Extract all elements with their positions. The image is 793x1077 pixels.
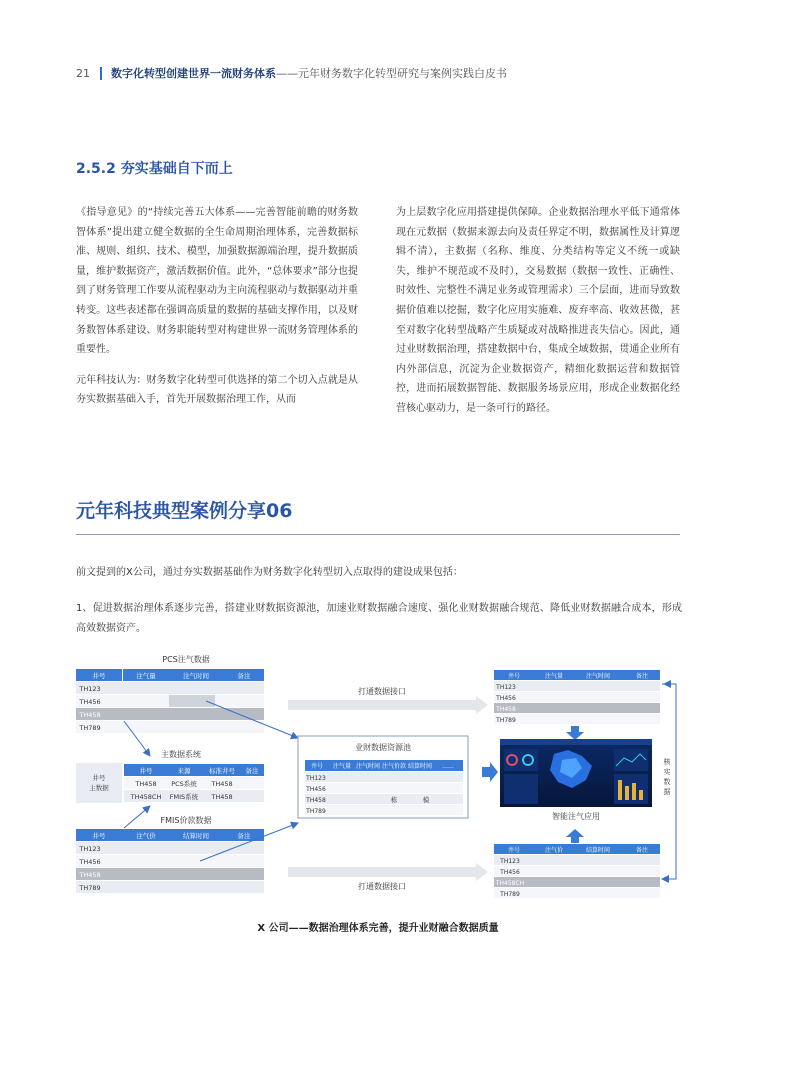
case-title: 元年科技典型案例分享06 <box>76 500 293 522</box>
fmis-title: FMIS价款数据 <box>160 816 212 825</box>
fmis-row-label: TH458 <box>79 871 101 879</box>
tr-row-label: TH789 <box>496 717 516 724</box>
pcs-row-label: TH789 <box>79 724 101 732</box>
header-divider <box>100 67 102 80</box>
pool-row-bg <box>305 783 463 793</box>
pool-row-bg <box>305 772 463 782</box>
tr-row-bg-highlight <box>494 703 660 713</box>
pcs-header-cell: 注气量 <box>136 672 156 680</box>
header-title-rest: ——元年财务数字化转型研究与案例实践白皮书 <box>276 67 507 80</box>
diagram-caption: X 公司——数据治理体系完善，提升业财融合数据质量 <box>257 923 499 934</box>
pool-cell: 栋 <box>390 796 398 804</box>
pcs-table <box>76 669 264 733</box>
fmis-header-cell: 结算时间 <box>183 832 209 840</box>
tr-header-cell: 注气量 <box>544 673 564 680</box>
pool-header-cell: 结算时间 <box>407 763 433 770</box>
tr-row-label: TH123 <box>496 684 516 691</box>
pool-row-bg <box>305 805 463 815</box>
dashboard-screen <box>500 739 652 807</box>
br-header-cell: 井号 <box>507 847 521 854</box>
master-header-cell: 标准井号 <box>209 767 235 775</box>
header-title-bold: 数字化转型创建世界一流财务体系 <box>111 67 276 80</box>
pool-header-cell: 注气时间 <box>355 763 381 770</box>
pool-row-label: TH123 <box>306 775 326 782</box>
tr-row-label: TH456 <box>496 695 516 702</box>
fmis-header-cell: 井号 <box>92 832 106 840</box>
screen-bar <box>639 790 643 800</box>
screen-panel <box>504 774 538 804</box>
pool-row-label: TH456 <box>306 786 326 793</box>
master-cell: TH458 <box>135 780 157 788</box>
fmis-to-master-arrow <box>124 806 150 828</box>
br-header-cell: 注气价 <box>544 847 564 854</box>
pool-header-cell: 井号 <box>310 763 324 770</box>
screen-panel <box>614 749 648 771</box>
fmis-table <box>76 829 264 893</box>
master-cell: FMIS系统 <box>169 793 199 801</box>
app-label: 智能注气应用 <box>552 812 600 821</box>
verify-loop-top <box>664 684 676 750</box>
top-right-table <box>494 670 660 724</box>
page-header <box>76 64 507 82</box>
case-item-1: 1、促进数据治理体系逐步完善，搭建业财数据资源池，加速业财数据融合速度、强化业财数据融合规范、降低业财数据融合成本，形成高效数据资产。 <box>76 603 682 634</box>
master-header-cell: 来源 <box>177 767 191 775</box>
master-cell: TH458 <box>211 780 233 788</box>
pcs-cell-shade <box>169 695 215 707</box>
pcs-title: PCS注气数据 <box>162 655 210 664</box>
fmis-row-label: TH456 <box>79 858 101 866</box>
br-header-cell: 备注 <box>635 847 649 854</box>
section-title: 2.5.2 夯实基础自下而上 <box>76 161 233 177</box>
pcs-row-label: TH458 <box>79 711 101 719</box>
verify-label-char: 实 <box>663 768 671 776</box>
master-side-bg <box>76 763 122 803</box>
pool-header-cell: 注气量 <box>332 763 352 770</box>
tr-row-bg <box>494 681 660 691</box>
pcs-header-cell: 井号 <box>92 672 106 680</box>
pcs-row-label: TH456 <box>79 698 101 706</box>
pool-row-label: TH789 <box>306 808 326 815</box>
fmis-row-bg <box>76 842 264 854</box>
body-right-paragraph-1: 为上层数字化应用搭建提供保障。企业数据治理水平低下通常体现在元数据（数据来源去向及责任界定不明，数据属性及计算逻辑不清），主数据（名称、维度、分类结构等定义不统一或缺失，维护不规范或不及时），交易数据（数据一致性、正确性、时效性、完整性不满足业务或管理需求）三个层面，进而导致数据价值难以挖掘，数字化应用实施难、废弃率高、收效甚微，甚至对数字化转型战略产生质疑或对战略推进丧失信心。因此，通过业财数据治理，搭建数据中台，集成全域数据，贯通企业所有内外部信息，沉淀为企业数据资产，精细化数据运营和数据管控，进而拓展数据智能、数据服务场景应用，形成企业数据化经营核心驱动力，是一条可行的路径。 <box>396 207 680 414</box>
pool-row-label: TH458 <box>306 797 326 804</box>
pool-title: 业财数据资源池 <box>355 743 411 752</box>
tr-header-cell: 注气时间 <box>585 673 611 680</box>
master-header-cell: 井号 <box>139 767 153 775</box>
screen-bar <box>632 783 636 800</box>
pool-cell: 模 <box>422 796 430 804</box>
pool-row-bg <box>305 794 463 804</box>
tr-header-cell: 备注 <box>635 673 649 680</box>
interface-bottom-label: 打通数据接口 <box>358 882 406 891</box>
fmis-row-bg-highlight <box>76 868 264 880</box>
body-left-column <box>76 203 358 410</box>
pcs-row-bg <box>76 721 264 733</box>
br-row-label: TH789 <box>500 891 520 898</box>
fmis-row-bg <box>76 855 264 867</box>
bottom-to-app-arrow <box>566 829 584 843</box>
screen-topbar <box>500 739 652 745</box>
screen-bar <box>618 780 622 800</box>
body-left-paragraph-1: 《指导意见》的“持续完善五大体系——完善智能前瞻的财务数智体系”提出建立健全数据的全生命周期治理体系，完善数据标准、规则、组织、技术、模型，加强数据源端治理，提升数据质量，维护数据资产，激活数据价值。此外，“总体要求”部分也提到了财务管理工作要从流程驱动为主向流程驱动与数据驱动并重转变。这些表述都在强调高质量的数据的基础支撑作用，以及财务数智体系建设、财务职能转型对构建世界一流财务管理体系的重要性。 <box>76 207 358 356</box>
pcs-row-bg-highlight <box>76 708 264 720</box>
master-cell: TH458CH <box>130 793 162 801</box>
tr-row-label: TH458 <box>496 706 516 713</box>
master-cell: TH458 <box>211 793 233 801</box>
fmis-header-cell: 备注 <box>237 832 251 840</box>
top-to-app-arrow <box>566 726 584 740</box>
pcs-header-cell: 备注 <box>237 672 251 680</box>
pcs-row-label: TH123 <box>79 685 101 693</box>
screen-bar <box>625 786 629 800</box>
tr-header-cell: 井号 <box>507 673 521 680</box>
interface-top-label: 打通数据接口 <box>358 687 406 696</box>
master-header-cell: 备注 <box>245 767 259 775</box>
master-cell: PCS系统 <box>171 780 197 788</box>
body-right-column <box>396 203 680 419</box>
interface-top-arrow <box>288 696 488 714</box>
page-number: 21 <box>76 66 90 80</box>
case-divider <box>76 534 680 535</box>
br-row-label: TH456 <box>500 869 520 876</box>
pool-header-cell: 注气价款 <box>381 763 407 770</box>
fmis-header-cell: 注气价 <box>136 832 156 840</box>
br-row-label: TH123 <box>500 858 520 865</box>
fmis-row-label: TH789 <box>79 884 101 892</box>
bottom-right-table <box>494 844 660 898</box>
fmis-row-bg <box>76 881 264 893</box>
pcs-header-cell: 注气时间 <box>183 672 209 680</box>
tr-row-bg <box>494 692 660 702</box>
pool-header-cell: …… <box>442 763 454 770</box>
pcs-row-bg <box>76 682 264 694</box>
data-pool <box>298 736 468 818</box>
master-title: 主数据系统 <box>161 750 201 759</box>
tr-row-bg <box>494 714 660 724</box>
verify-label-char: 据 <box>663 788 671 796</box>
master-side-label: 主数据 <box>89 784 109 792</box>
pool-to-app-arrow <box>482 762 498 782</box>
case-intro: 前文提到的X公司，通过夯实数据基础作为财务数字化转型切入点取得的建设成果包括： <box>76 567 463 578</box>
body-left-paragraph-2: 元年科技认为：财务数字化转型可供选择的第二个切入点就是从夯实数据基础入手，首先开展数据治理工作，从而 <box>76 374 358 406</box>
data-governance-diagram <box>76 650 682 900</box>
master-table <box>76 763 264 803</box>
br-row-label: TH458CH <box>495 880 525 887</box>
master-side-label: 井号 <box>92 774 106 782</box>
verify-label-char: 核 <box>663 758 671 766</box>
verify-label-char: 数 <box>663 778 671 786</box>
fmis-row-label: TH123 <box>79 845 101 853</box>
br-header-cell: 结算时间 <box>585 847 611 854</box>
interface-bottom-arrow <box>288 863 488 881</box>
